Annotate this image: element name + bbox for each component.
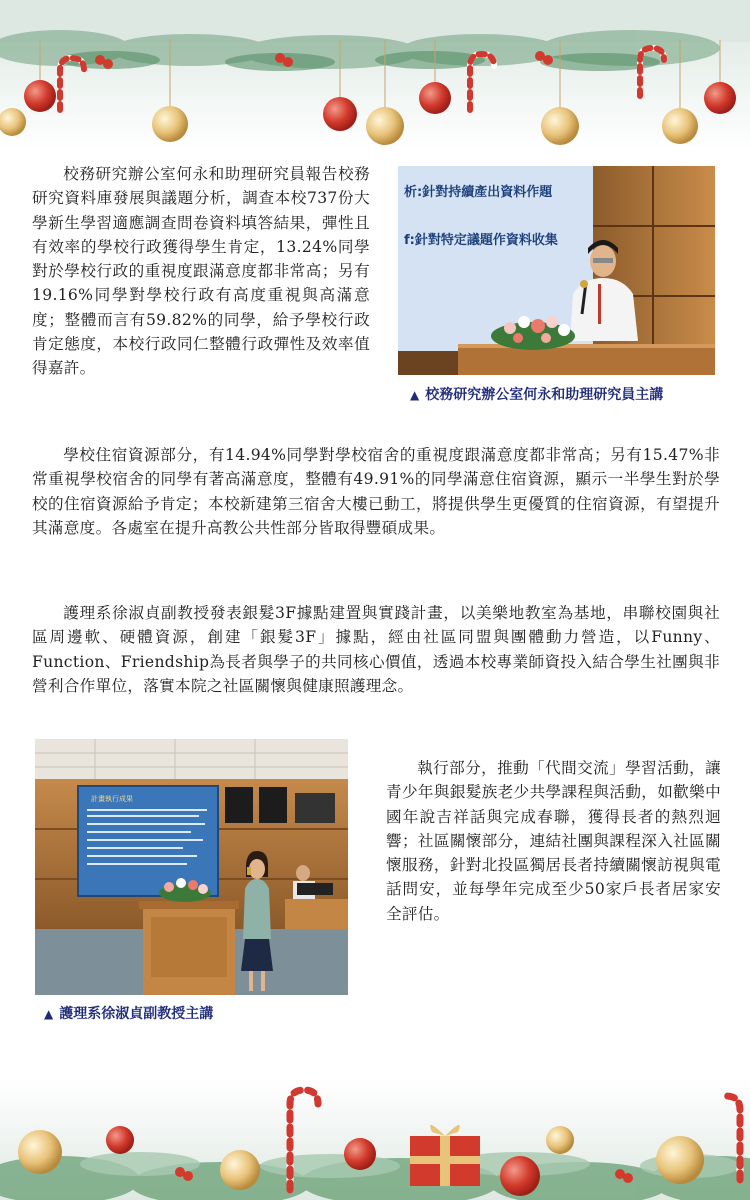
caption-text: 校務研究辦公室何永和助理研究員主講: [425, 387, 664, 403]
photo-professor-speaking: [35, 739, 348, 995]
photo-caption-researcher: [410, 384, 663, 404]
paragraph-institutional-research-report: 校務研究辦公室何永和助理研究員報告校務研究資料庫發展與議題分析，調查本校737份大學新生學習適應調查問卷資料填答結果，彈性且有效率的學校行政獲得學生肯定，13.24%同學對於學校行政的重視度跟滿意度都非常高；另有19.16%同學對學校行政有高度重視與高滿意度；整體而言有59.82%的同學，給予學校行政肯定態度，本校行政同仁整體行政彈性及效率值得嘉許。: [32, 165, 370, 378]
classroom-photo-illustration: [35, 739, 348, 995]
top-christmas-banner: [0, 0, 750, 150]
paragraph-silver-3f-program: 護理系徐淑貞副教授發表銀髮3F據點建置與實踐計畫，以美樂地教室為基地，串聯校園與社區周邊軟、硬體資源，創建「銀髮3F」據點，經由社區同盟與團體動力營造，以Funny、Function、Friendship為長者與學子的共同核心價值，透過本校專業師資投入結合學生社團與非營利合作單位，落實本院之社區關懷與健康照護理念。: [32, 604, 720, 695]
bottom-christmas-banner: [0, 1080, 750, 1200]
caption-text: 護理系徐淑貞副教授主講: [59, 1006, 214, 1022]
slide-text-line-2: f:針對特定議題作資料收集: [404, 233, 558, 248]
paragraph-dormitory-resources: 學校住宿資源部分，有14.94%同學對學校宿舍的重視度跟滿意度都非常高；另有15.47%非常重視學校宿舍的同學有著高滿意度，整體有49.91%的同學滿意住宿資源，顯示一半學生對於學校的住宿資源給予肯定；本校新建第三宿舍大樓已動工，將提供學生更優質的住宿資源，有望提升其滿意度。各處室在提升高教公共性部分皆取得豐碩成果。: [32, 446, 720, 537]
paragraph-intergenerational-exchange: 執行部分，推動「代間交流」學習活動，讓青少年與銀髮族老少共學課程與活動，如歡樂中國年說吉祥話與完成春聯，獲得長者的熱烈迴響；社區關懷部分，連結社團與課程深入社區關懷服務，針對北投區獨居長者持續關懷訪視與電話問安，並每學年完成至少50家戶長者居家安全評估。: [386, 759, 721, 923]
slide-title: 計畫執行成果: [91, 795, 133, 803]
speaker-photo-illustration: [398, 166, 715, 375]
triangle-up-icon: ▲: [44, 1007, 54, 1021]
photo-caption-professor: [44, 1003, 213, 1023]
triangle-up-icon: ▲: [410, 388, 420, 402]
photo-researcher-speaking: [398, 166, 715, 375]
slide-text-line-1: 析:針對持續產出資料作題: [404, 185, 553, 200]
christmas-ornament-garland-icon: [0, 0, 750, 150]
christmas-ornament-garland-icon: [0, 1080, 750, 1200]
